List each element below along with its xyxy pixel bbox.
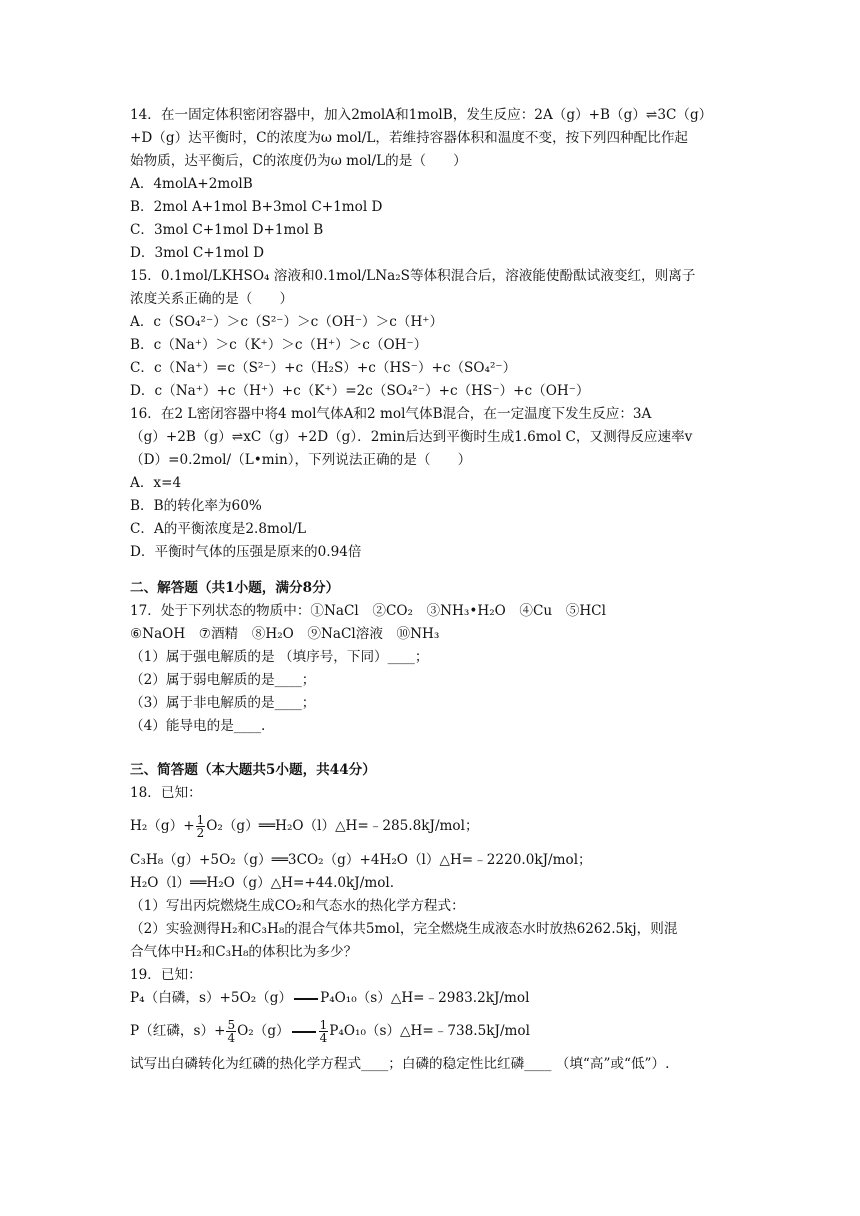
equals-bar [294,998,318,1000]
fraction-denominator: 2 [196,826,205,840]
fraction-five-quarters [226,1019,236,1044]
q15-line-2: 浓度关系正确的是（ ） [130,291,294,307]
q15-option-a: A．c（SO₄²⁻）＞c（S²⁻）＞c（OH⁻）＞c（H⁺） [130,314,444,330]
q17-line-1: 17．处于下列状态的物质中：①NaCl ②CO₂ ③NH₃•H₂O ④Cu ⑤HCl [130,603,606,619]
q19-equation-2 [130,1019,530,1044]
q15-line-1: 15．0.1mol/LKHSO₄ 溶液和0.1mol/LNa₂S等体积混合后，溶液能使酚酞试液变红，则离子 [130,268,696,284]
q16-line-1: 16．在2 L密闭容器中将4 mol气体A和2 mol气体B混合，在一定温度下发生反应：3A [130,406,652,422]
q19-eq2-middle: O₂（g） [237,1023,290,1039]
q18-sub-2-line-1: （2）实验测得H₂和C₃H₈的混合气体共5mol，完全燃烧生成液态水时放热6262.5kj，则混 [130,921,678,937]
q16-option-a: A．x=4 [130,475,182,491]
q14-line-2: +D（g）达平衡时，C的浓度为ω mol/L，若维持容器体积和温度不变，按下列四种配比作起 [130,130,689,146]
q16-option-c: C．A的平衡浓度是2.8mol/L [130,521,307,537]
fraction-numerator: 1 [196,813,205,827]
q16-option-d: D．平衡时气体的压强是原来的0.94倍 [130,544,362,560]
q16-line-2: （g）+2B（g）⇌xC（g）+2D（g）．2min后达到平衡时生成1.6mol C，又测得反应速率v [130,429,693,445]
q18-sub-1: （1）写出丙烷燃烧生成CO₂和气态水的热化学方程式： [130,898,465,914]
q15-option-d: D．c（Na⁺）+c（H⁺）+c（K⁺）=2c（SO₄²⁻）+c（HS⁻）+c（OH⁻） [130,383,590,399]
q18-eq1-suffix: O₂（g）══H₂O（l）△H=﹣285.8kJ/mol； [206,818,479,834]
q17-sub-2: （2）属于弱电解质的是____； [130,672,316,688]
q17-sub-3: （3）属于非电解质的是____； [130,695,316,711]
q19-eq1-suffix: P₄O₁₀（s）△H=﹣2983.2kJ/mol [320,990,530,1006]
section-2-heading: 二、解答题（共1小题，满分8分） [130,580,340,596]
q17-sub-1: （1）属于强电解质的是 （填序号，下同）____； [130,649,429,665]
fraction-denominator: 4 [227,1031,236,1045]
q14-option-a: A．4molA+2molB [130,176,253,192]
q14-option-c: C．3mol C+1mol D+1mol B [130,222,324,238]
q19-heading: 19．已知： [130,967,202,983]
q14-line-1: 14．在一固定体积密闭容器中，加入2molA和1molB，发生反应：2A（g）+B（g）⇌3C（g） [130,107,713,123]
q19-eq2-suffix: P₄O₁₀（s）△H=﹣738.5kJ/mol [329,1023,530,1039]
q19-task: 试写出白磷转化为红磷的热化学方程式____；白磷的稳定性比红磷____ （填“高”或“低”）. [130,1056,670,1072]
equals-bar [292,1031,316,1033]
q19-eq1-prefix: P₄（白磷，s）+5O₂（g） [130,990,293,1006]
q18-heading: 18．已知： [130,785,202,801]
fraction-one-quarter [319,1019,329,1044]
q18-equation-3: H₂O（l）══H₂O（g）△H=+44.0kJ/mol. [130,875,395,891]
q17-sub-4: （4）能导电的是____. [130,718,266,734]
q18-sub-2-line-2: 合气体中H₂和C₃H₈的体积比为多少？ [130,944,358,960]
section-3-heading: 三、简答题（本大题共5小题，共44分） [130,762,376,778]
q14-option-d: D．3mol C+1mol D [130,245,264,261]
fraction-one-half [196,814,206,839]
q18-equation-1 [130,814,479,839]
q15-option-b: B．c（Na⁺）＞c（K⁺）＞c（H⁺）＞c（OH⁻） [130,337,428,353]
q16-option-b: B．B的转化率为60% [130,498,262,514]
q19-equation-1 [130,988,529,1008]
q18-equation-2: C₃H₈（g）+5O₂（g）══3CO₂（g）+4H₂O（l）△H=﹣2220.0kJ/mol； [130,852,592,868]
fraction-denominator: 4 [319,1031,328,1045]
q16-line-3: （D）=0.2mol/（L•min），下列说法正确的是（ ） [130,452,472,468]
q17-line-2: ⑥NaOH ⑦酒精 ⑧H₂O ⑨NaCl溶液 ⑩NH₃ [130,626,440,642]
q14-line-3: 始物质，达平衡后，C的浓度仍为ω mol/L的是（ ） [130,153,467,169]
q15-option-c: C．c（Na⁺）=c（S²⁻）+c（H₂S）+c（HS⁻）+c（SO₄²⁻） [130,360,517,376]
fraction-numerator: 5 [227,1018,236,1032]
q14-option-b: B．2mol A+1mol B+3mol C+1mol D [130,199,383,215]
q19-eq2-prefix: P（红磷，s）+ [130,1023,226,1039]
fraction-numerator: 1 [319,1018,328,1032]
q18-eq1-prefix: H₂（g）+ [130,818,195,834]
